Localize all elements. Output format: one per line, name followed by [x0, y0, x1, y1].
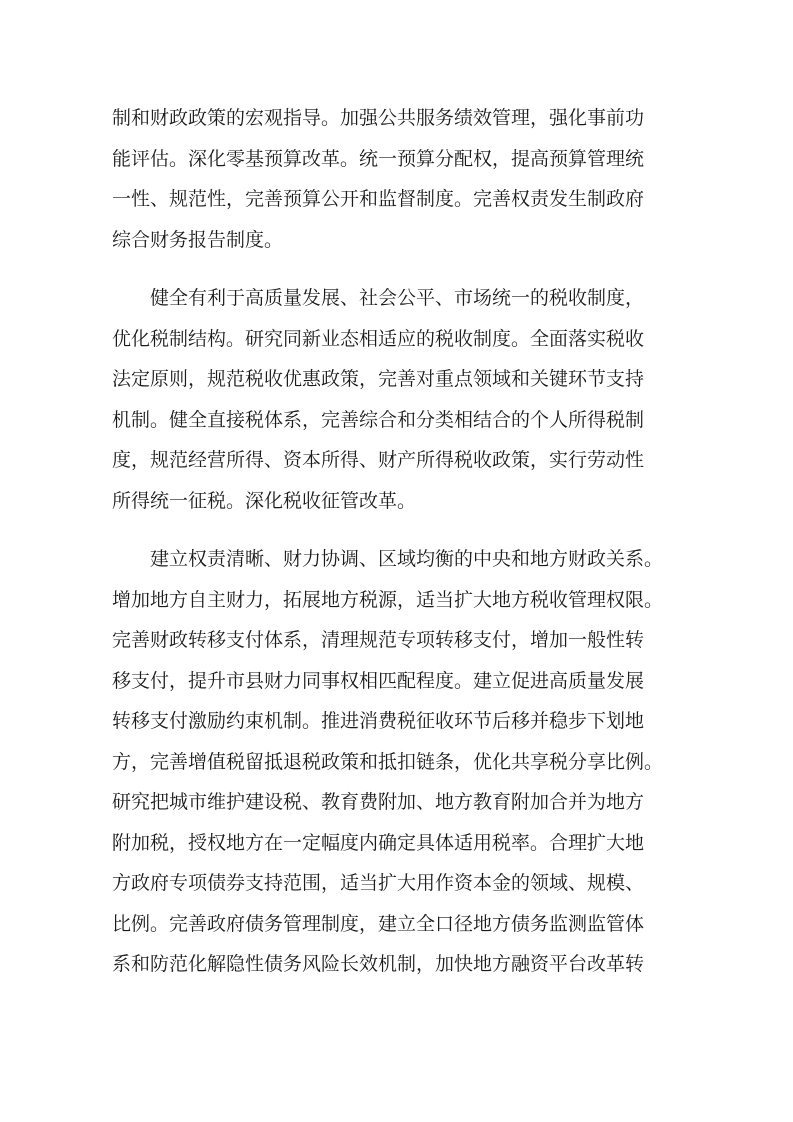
paragraph-line: 研究把城市维护建设税、教育费附加、地方教育附加合并为地方 [112, 791, 645, 813]
paragraph-line: 一性、规范性，完善预算公开和监督制度。完善权责发生制政府 [112, 188, 645, 210]
paragraph-line: 附加税，授权地方在一定幅度内确定具体适用税率。合理扩大地 [112, 831, 645, 854]
paragraph-fiscal-budget [112, 98, 688, 260]
paragraph-line: 方，完善增值税留抵退税政策和抵扣链条，优化共享税分享比例。 [112, 750, 664, 773]
paragraph-line: 所得统一征税。深化税收征管改革。 [112, 489, 417, 512]
paragraph-line: 法定原则，规范税收优惠政策，完善对重点领域和关键环节支持 [112, 368, 645, 390]
paragraph-line: 系和防范化解隐性债务风险长效机制，加快地方融资平台改革转 [112, 953, 645, 975]
paragraph-line: 机制。健全直接税体系，完善综合和分类相结合的个人所得税制 [112, 408, 645, 431]
paragraph-central-local-relations [112, 539, 688, 985]
document-body [112, 98, 688, 1003]
paragraph-tax-system [112, 278, 688, 521]
paragraph-line: 增加地方自主财力，拓展地方税源，适当扩大地方税收管理权限。 [112, 588, 664, 611]
paragraph-line: 转移支付激励约束机制。推进消费税征收环节后移并稳步下划地 [112, 710, 645, 732]
paragraph-first-line: 建立权责清晰、财力协调、区域均衡的中央和地方财政关系。 [150, 548, 664, 570]
paragraph-line: 优化税制结构。研究同新业态相适应的税收制度。全面落实税收 [112, 327, 645, 350]
paragraph-line: 移支付，提升市县财力同事权相匹配程度。建立促进高质量发展 [112, 669, 645, 692]
paragraph-line: 方政府专项债券支持范围，适当扩大用作资本金的领域、规模、 [112, 872, 645, 894]
paragraph-line: 制和财政政策的宏观指导。加强公共服务绩效管理，强化事前功 [112, 107, 645, 129]
paragraph-line: 综合财务报告制度。 [112, 228, 284, 251]
paragraph-line: 度，规范经营所得、资本所得、财产所得税收政策，实行劳动性 [112, 449, 645, 471]
paragraph-first-line: 健全有利于高质量发展、社会公平、市场统一的税收制度， [150, 287, 645, 309]
paragraph-line: 比例。完善政府债务管理制度，建立全口径地方债务监测监管体 [112, 912, 645, 935]
paragraph-line: 能评估。深化零基预算改革。统一预算分配权，提高预算管理统 [112, 147, 645, 170]
paragraph-line: 完善财政转移支付体系，清理规范专项转移支付，增加一般性转 [112, 629, 645, 651]
